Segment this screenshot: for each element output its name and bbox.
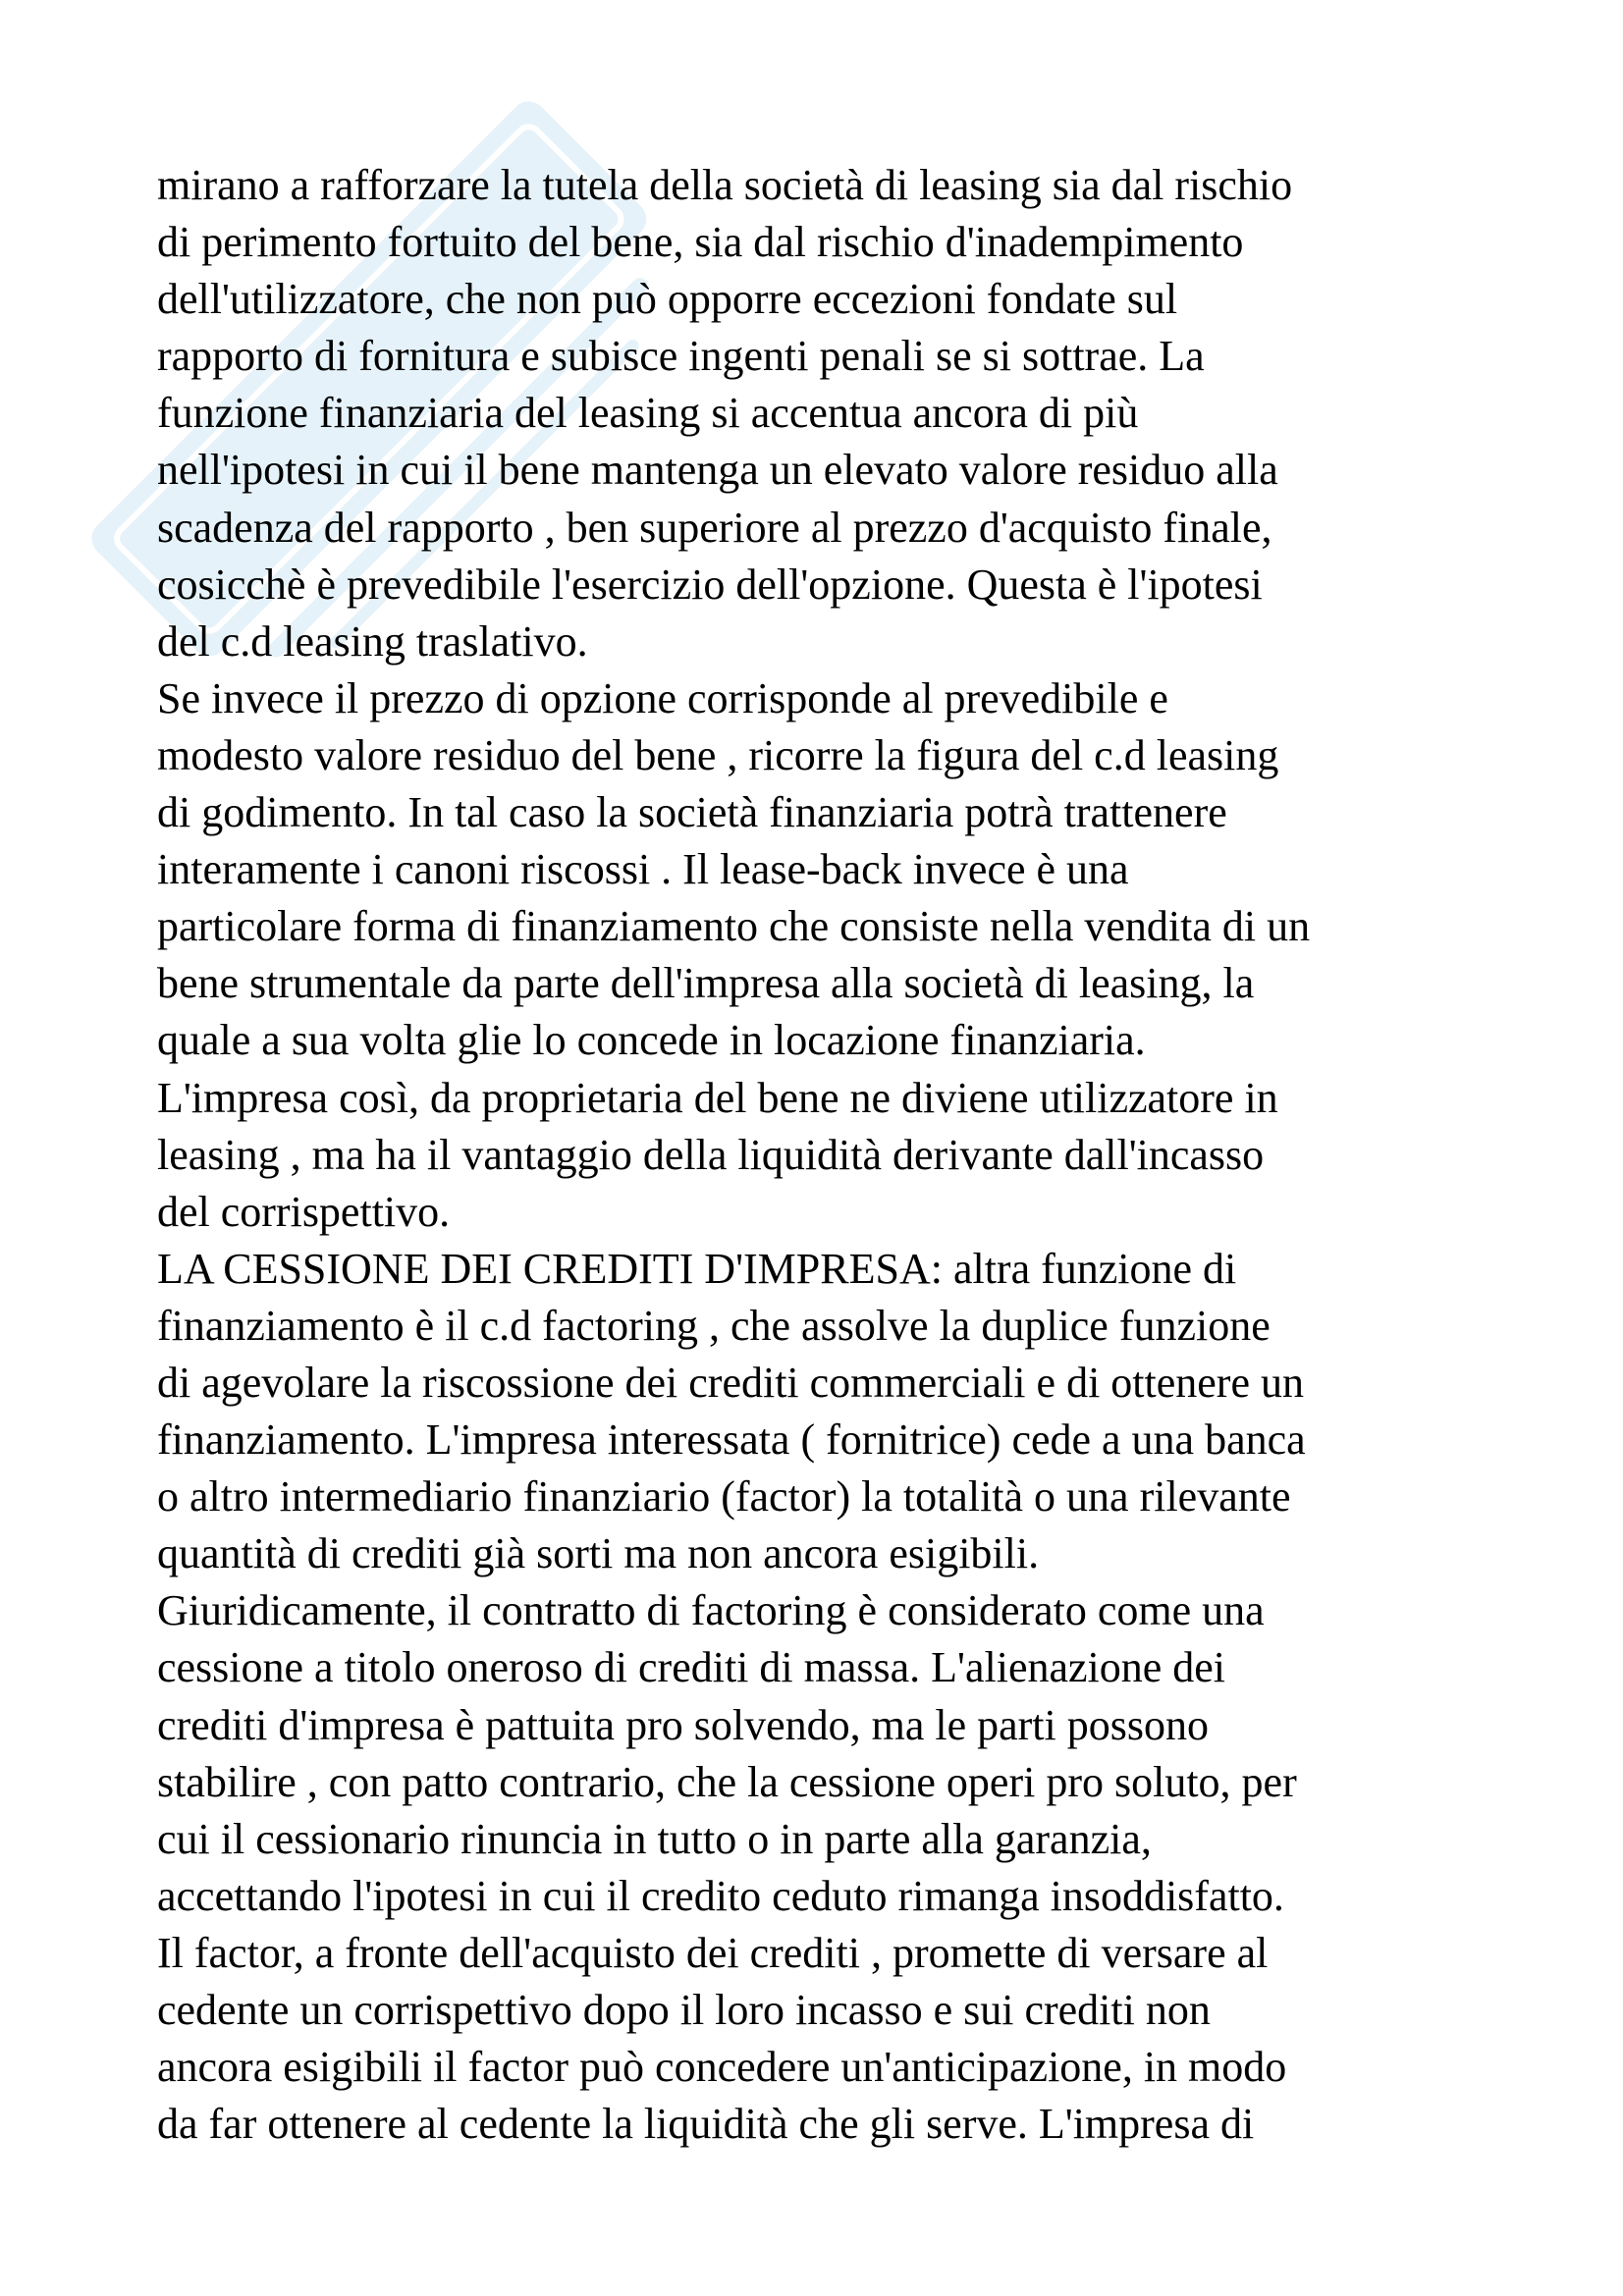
text-line: L'impresa così, da proprietaria del bene ne diviene utilizzatore in [157, 1073, 1278, 1122]
text-line: ancora esigibili il factor può concedere un'anticipazione, in modo [157, 2043, 1287, 2092]
text-line: cosicchè è prevedibile l'esercizio dell'opzione. Questa è l'ipotesi [157, 560, 1263, 609]
text-line: di perimento fortuito del bene, sia dal rischio d'inadempimento [157, 218, 1244, 267]
text-line: da far ottenere al cedente la liquidità che gli serve. L'impresa di [157, 2100, 1255, 2149]
text-line: del corrispettivo. [157, 1187, 451, 1236]
text-line: cui il cessionario rinuncia in tutto o in parte alla garanzia, [157, 1814, 1152, 1863]
text-line: Giuridicamente, il contratto di factoring è considerato come una [157, 1586, 1265, 1635]
text-line: stabilire , con patto contrario, che la cessione operi pro soluto, per [157, 1757, 1297, 1806]
document-body [157, 157, 1532, 2153]
text-line: cessione a titolo oneroso di crediti di massa. L'alienazione dei [157, 1643, 1226, 1692]
text-line: LA CESSIONE DEI CREDITI D'IMPRESA: altra funzione di [157, 1244, 1237, 1293]
text-line: quale a sua volta glie lo concede in locazione finanziaria. [157, 1016, 1146, 1065]
text-line: finanziamento è il c.d factoring , che assolve la duplice funzione [157, 1301, 1271, 1350]
text-line: Il factor, a fronte dell'acquisto dei crediti , promette di versare al [157, 1928, 1269, 1977]
text-line: o altro intermediario finanziario (factor) la totalità o una rilevante [157, 1472, 1291, 1522]
text-line: rapporto di fornitura e subisce ingenti penali se si sottrae. La [157, 332, 1205, 381]
text-line: di agevolare la riscossione dei crediti commerciali e di ottenere un [157, 1358, 1304, 1407]
text-line: finanziamento. L'impresa interessata ( fornitrice) cede a una banca [157, 1415, 1306, 1465]
text-line: Se invece il prezzo di opzione corrisponde al prevedibile e [157, 673, 1168, 722]
text-line: bene strumentale da parte dell'impresa alla società di leasing, la [157, 959, 1255, 1008]
text-line: cedente un corrispettivo dopo il loro incasso e sui crediti non [157, 1986, 1211, 2034]
text-line: di godimento. In tal caso la società finanziaria potrà trattenere [157, 788, 1227, 837]
text-line: crediti d'impresa è pattuita pro solvendo, ma le parti possono [157, 1700, 1209, 1749]
text-line: interamente i canoni riscossi . Il lease-back invece è una [157, 845, 1129, 894]
text-line: modesto valore residuo del bene , ricorre la figura del c.d leasing [157, 730, 1279, 779]
text-line: nell'ipotesi in cui il bene mantenga un elevato valore residuo alla [157, 446, 1278, 495]
text-line: funzione finanziaria del leasing si accentua ancora di più [157, 389, 1139, 438]
text-line: mirano a rafforzare la tutela della società di leasing sia dal rischio [157, 161, 1293, 209]
text-line: scadenza del rapporto , ben superiore al prezzo d'acquisto finale, [157, 503, 1272, 552]
text-line: accettando l'ipotesi in cui il credito ceduto rimanga insoddisfatto. [157, 1871, 1284, 1920]
text-line: particolare forma di finanziamento che consiste nella vendita di un [157, 902, 1311, 951]
text-line: leasing , ma ha il vantaggio della liquidità derivante dall'incasso [157, 1130, 1265, 1179]
text-line: quantità di crediti già sorti ma non ancora esigibili. [157, 1529, 1040, 1578]
text-line: dell'utilizzatore, che non può opporre eccezioni fondate sul [157, 275, 1178, 324]
text-line: del c.d leasing traslativo. [157, 616, 588, 666]
